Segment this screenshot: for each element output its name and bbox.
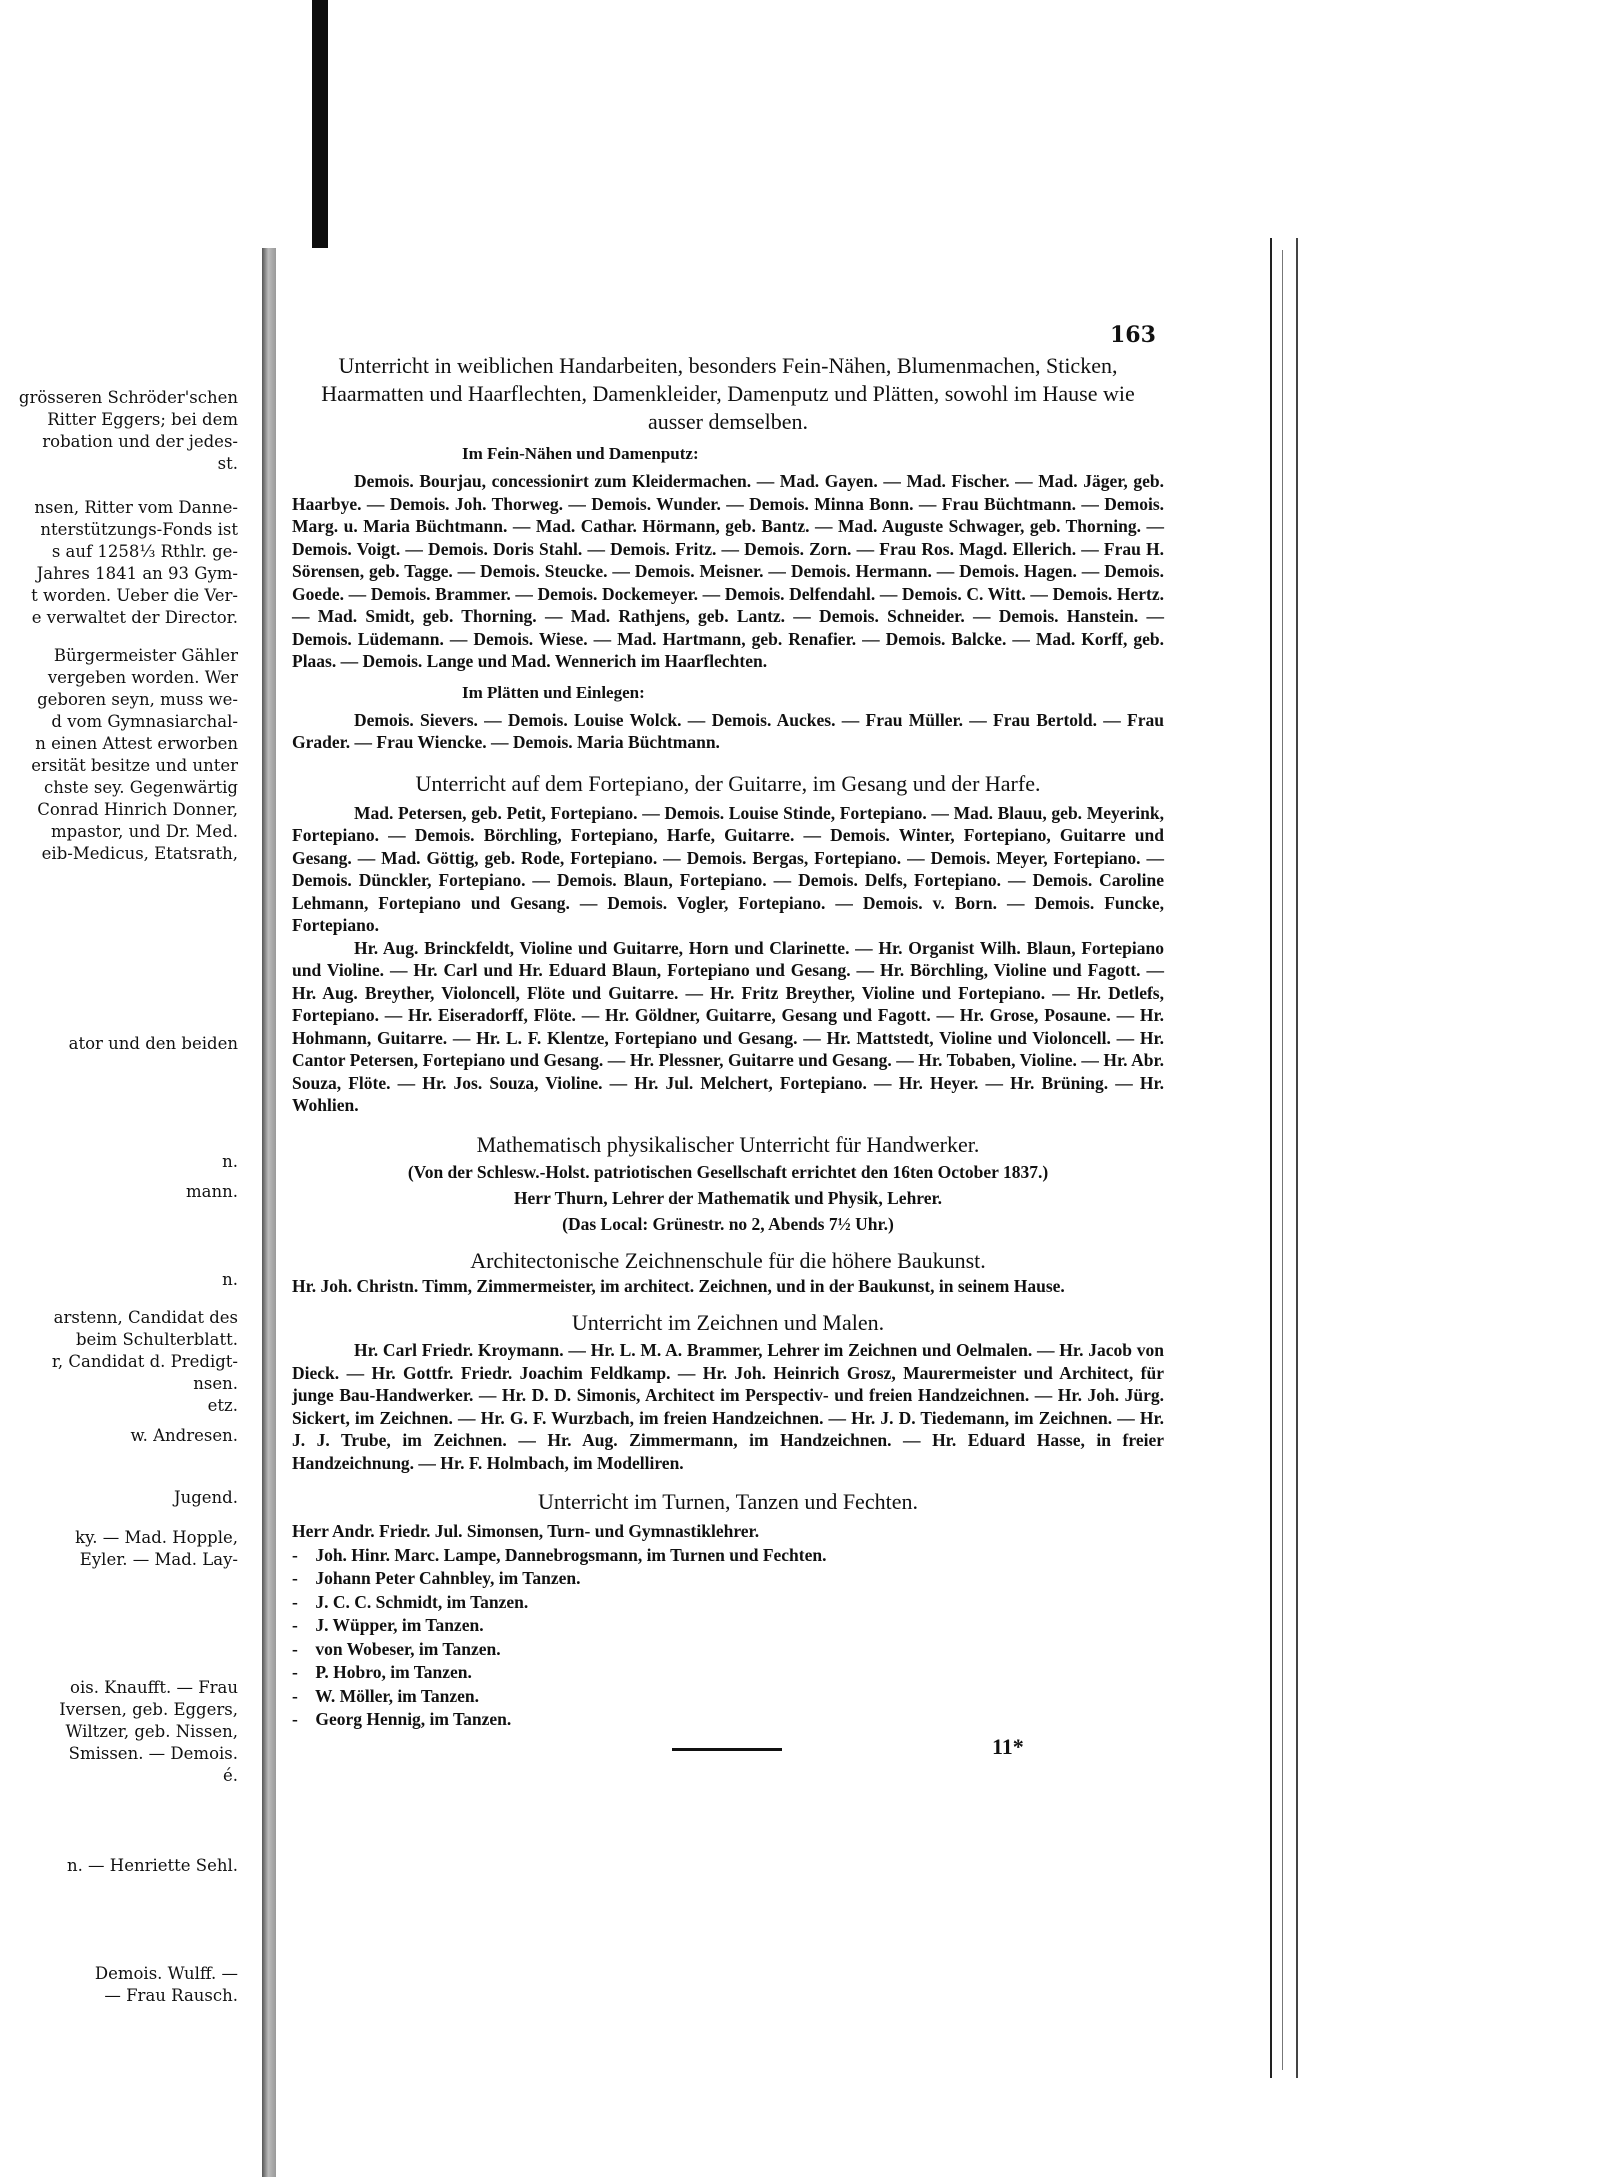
left-page-line: etz. [207, 1396, 238, 1415]
left-page-line: w. Andresen. [130, 1426, 238, 1445]
book-gutter [262, 248, 276, 2177]
left-page-line: Ritter Eggers; bei dem [47, 410, 238, 429]
left-page-line: Demois. Wulff. — [94, 1964, 238, 1983]
left-page-line: d vom Gymnasiarchal- [51, 712, 238, 731]
binding-strip [312, 0, 328, 248]
left-page-line: s auf 1258⅓ Rthlr. ge- [51, 542, 238, 561]
left-page-line: mann. [186, 1182, 238, 1201]
left-page-line: Jahres 1841 an 93 Gym- [36, 564, 238, 583]
left-page-line: Eyler. — Mad. Lay- [79, 1550, 238, 1569]
paragraph-fein-naehen: Demois. Bourjau, concessionirt zum Kleidermachen. — Mad. Gayen. — Mad. Fischer. — Mad. Jäger, geb. Haarbye. — Demois. Joh. Thorweg. — Demois. Wunder. — Demois. Minna Bonn. — Frau Büchtmann. — Demois. Marg. u. Maria Büchtmann. — Mad. Cathar. Hörmann, geb. Bantz. — Mad. Auguste Schwager, geb. Thorning. — Demois. Voigt. — Demois. Doris Stahl. — Demois. Fritz. — Demois. Zorn. — Frau Ros. Magd. Ellerich. — Frau H. Sörensen, geb. Tagge. — Demois. Steucke. — Demois. Meisner. — Demois. Hermann. — Demois. Hagen. — Demois. Goede. — Demois. Brammer. — Demois. Dockemeyer. — Demois. Delfendahl. — Demois. C. Witt. — Demois. Hertz. — Mad. Smidt, geb. Thorning. — Mad. Rathjens, geb. Lantz. — Demois. Schneider. — Demois. Hanstein. — Demois. Lüdemann. — Demois. Wiese. — Mad. Hartmann, geb. Renafier. — Demois. Balcke. — Mad. Korff, geb. Plaas. — Demois. Lange und Mad. Wennerich im Haarflechten. [292, 471, 1164, 671]
section-turnen [292, 1488, 1164, 1732]
section-heading: Unterricht im Zeichnen und Malen. [571, 1310, 885, 1335]
list-item: - Johann Peter Cahnbley, im Tanzen. [292, 1568, 581, 1588]
page-content [292, 318, 1164, 1774]
section-heading: Unterricht im Turnen, Tanzen und Fechten. [538, 1489, 918, 1514]
mathematik-founding-line: (Von der Schlesw.-Holst. patriotischen Gesellschaft errichtet den 16ten October 1837.) [407, 1161, 1049, 1182]
paragraph-plaetten: Demois. Sievers. — Demois. Louise Wolck. — Demois. Auckes. — Frau Müller. — Frau Bertold. — Frau Grader. — Frau Wiencke. — Demois. Maria Büchtmann. [292, 709, 1164, 752]
list-item: - P. Hobro, im Tanzen. [292, 1662, 472, 1682]
list-item: - J. Wüpper, im Tanzen. [292, 1615, 484, 1635]
left-page-line: n. [222, 1152, 238, 1171]
section-musik [292, 770, 1164, 1117]
left-page-line: e verwaltet der Director. [31, 608, 238, 627]
page-edge-inner [1282, 250, 1289, 2070]
left-page-line: arstenn, Candidat des [53, 1308, 238, 1327]
left-page-line: n einen Attest erworben [35, 734, 238, 753]
left-page-line: — Frau Rausch. [104, 1986, 238, 2005]
section-heading: Unterricht in weiblichen Handarbeiten, besonders Fein-Nähen, Blumenmachen, Sticken, Haarmatten und Haarflechten, Damenkleider, Damenputz und Plätten, sowohl im Hause wie ausser demselben. [321, 353, 1135, 434]
left-page-line: Jugend. [173, 1488, 238, 1507]
list-item: - von Wobeser, im Tanzen. [292, 1638, 501, 1659]
section-mathematik [292, 1131, 1164, 1237]
list-item: - J. C. C. Schmidt, im Tanzen. [292, 1591, 529, 1612]
left-page-line: n. — Henriette Sehl. [66, 1856, 238, 1875]
left-page-line: n. [222, 1270, 238, 1289]
left-page-line: grösseren Schröder'schen [18, 388, 238, 407]
left-page-line: robation und der jedes- [42, 432, 238, 451]
left-page-line: chste sey. Gegenwärtig [43, 778, 238, 797]
turnen-list [292, 1520, 1164, 1732]
left-page-line: t worden. Ueber die Ver- [31, 586, 238, 605]
page-number: 163 [1110, 322, 1156, 348]
signature-mark: 11* [992, 1733, 1024, 1759]
left-page-line: nsen. [193, 1374, 238, 1393]
section-heading: Unterricht auf dem Fortepiano, der Guitarre, im Gesang und der Harfe. [415, 770, 1041, 796]
left-page-line: mpastor, und Dr. Med. [51, 822, 238, 841]
section-heading: Mathematisch physikalischer Unterricht für Handwerker. [476, 1131, 980, 1157]
left-page-line: geboren seyn, muss we- [37, 690, 238, 709]
left-page-line: st. [217, 454, 238, 473]
left-page-line: Smissen. — Demois. [68, 1744, 238, 1763]
left-page-line: nsen, Ritter vom Danne- [34, 498, 238, 517]
left-page-line: eib-Medicus, Etatsrath, [41, 844, 238, 863]
section-zeichnen [292, 1309, 1164, 1474]
left-page-line: ator und den beiden [68, 1034, 238, 1053]
left-page-line: ky. — Mad. Hopple, [75, 1528, 238, 1547]
list-item: - W. Möller, im Tanzen. [292, 1685, 480, 1706]
mathematik-teacher-line: Herr Thurn, Lehrer der Mathematik und Physik, Lehrer. [513, 1187, 943, 1208]
page-footer [292, 1734, 1164, 1774]
left-page-fragment [0, 250, 262, 2177]
left-page-line: ersität besitze und unter [31, 756, 238, 775]
subheading-plaetten: Im Plätten und Einlegen: [462, 682, 645, 702]
mathematik-location-line: (Das Local: Grünestr. no 2, Abends 7½ Uhr.) [562, 1213, 894, 1234]
left-page-line: Iversen, geb. Eggers, [59, 1700, 238, 1719]
list-item: Herr Andr. Friedr. Jul. Simonsen, Turn- und Gymnastiklehrer. [292, 1521, 760, 1541]
paragraph-musik-herren: Hr. Aug. Brinckfeldt, Violine und Guitarre, Horn und Clarinette. — Hr. Organist Wilh. Blaun, Fortepiano und Violine. — Hr. Carl und Hr. Eduard Blaun, Fortepiano und Gesang. — Hr. Börchling, Violine und Fagott. — Hr. Aug. Breyther, Violoncell, Flöte und Guitarre. — Hr. Fritz Breyther, Violine und Fortepiano. — Hr. Detlefs, Fortepiano. — Hr. Eiseradorff, Flöte. — Hr. Göldner, Guitarre, Gesang und Fagott. — Hr. Grose, Posaune. — Hr. Hohmann, Guitarre. — Hr. L. F. Klentze, Fortepiano und Gesang. — Hr. Mattstedt, Violine und Violoncell. — Hr. Cantor Petersen, Fortepiano und Gesang. — Hr. Plessner, Guitarre und Gesang. — Hr. Tobaben, Violine. — Hr. Abr. Souza, Flöte. — Hr. Jos. Souza, Violine. — Hr. Jul. Melchert, Fortepiano. — Hr. Heyer. — Hr. Brüning. — Hr. Wohlien. [292, 937, 1164, 1115]
footer-rule [672, 1748, 782, 1751]
list-item: - Georg Hennig, im Tanzen. [292, 1709, 512, 1729]
list-item: - Joh. Hinr. Marc. Lampe, Dannebrogsmann, im Turnen und Fechten. [292, 1544, 827, 1565]
paragraph-musik-damen: Mad. Petersen, geb. Petit, Fortepiano. — Demois. Louise Stinde, Fortepiano. — Mad. Blauu, geb. Meyerink, Fortepiano. — Demois. Börchling, Fortepiano, Harfe, Guitarre. — Demois. Winter, Fortepiano, Guitarre und Gesang. — Mad. Göttig, geb. Rode, Fortepiano. — Demois. Bergas, Fortepiano. — Demois. Meyer, Fortepiano. — Demois. Dünckler, Fortepiano. — Demois. Blaun, Fortepiano. — Demois. Delfs, Fortepiano. — Demois. Caroline Lehmann, Fortepiano und Gesang. — Demois. Vogler, Fortepiano. — Demois. v. Born. — Demois. Funcke, Fortepiano. [292, 802, 1164, 935]
left-page-line: ois. Knaufft. — Frau [70, 1678, 238, 1697]
left-page-line: beim Schulterblatt. [75, 1330, 238, 1349]
paragraph-baukunst: Hr. Joh. Christn. Timm, Zimmermeister, im architect. Zeichnen, und in der Baukunst, in seinem Hause. [292, 1275, 1065, 1296]
left-page-line: Conrad Hinrich Donner, [37, 800, 238, 819]
left-page-line: nterstützungs-Fonds ist [40, 520, 238, 539]
left-page-line: vergeben worden. Wer [47, 668, 238, 687]
subheading-fein-naehen: Im Fein-Nähen und Damenputz: [462, 444, 699, 463]
section-handarbeiten [292, 318, 1164, 754]
section-heading: Architectonische Zeichnenschule für die höhere Baukunst. [470, 1247, 986, 1273]
paragraph-zeichnen: Hr. Carl Friedr. Kroymann. — Hr. L. M. A. Brammer, Lehrer im Zeichnen und Oelmalen. — Hr. Jacob von Dieck. — Hr. Gottfr. Friedr. Joachim Feldkamp. — Hr. Joh. Heinrich Grosz, Maurermeister und Architect, für junge Bau-Handwerker. — Hr. D. D. Simonis, Architect im Perspectiv- und freien Handzeichnen. — Hr. Joh. Jürg. Sickert, im Zeichnen. — Hr. G. F. Wurzbach, im freien Handzeichnen. — Hr. J. D. Tiedemann, im Zeichnen. — Hr. J. J. Trube, im Zeichnen. — Hr. Aug. Zimmermann, im Handzeichnen. — Hr. Eduard Hasse, in freier Handzeichnung. — Hr. F. Holmbach, im Modelliren. [292, 1340, 1164, 1473]
left-page-line: é. [222, 1766, 238, 1785]
left-page-line: Bürgermeister Gähler [53, 646, 238, 665]
left-page-line: Wiltzer, geb. Nissen, [65, 1722, 238, 1741]
left-page-line: r, Candidat d. Predigt- [51, 1352, 238, 1371]
section-baukunst [292, 1247, 1164, 1298]
